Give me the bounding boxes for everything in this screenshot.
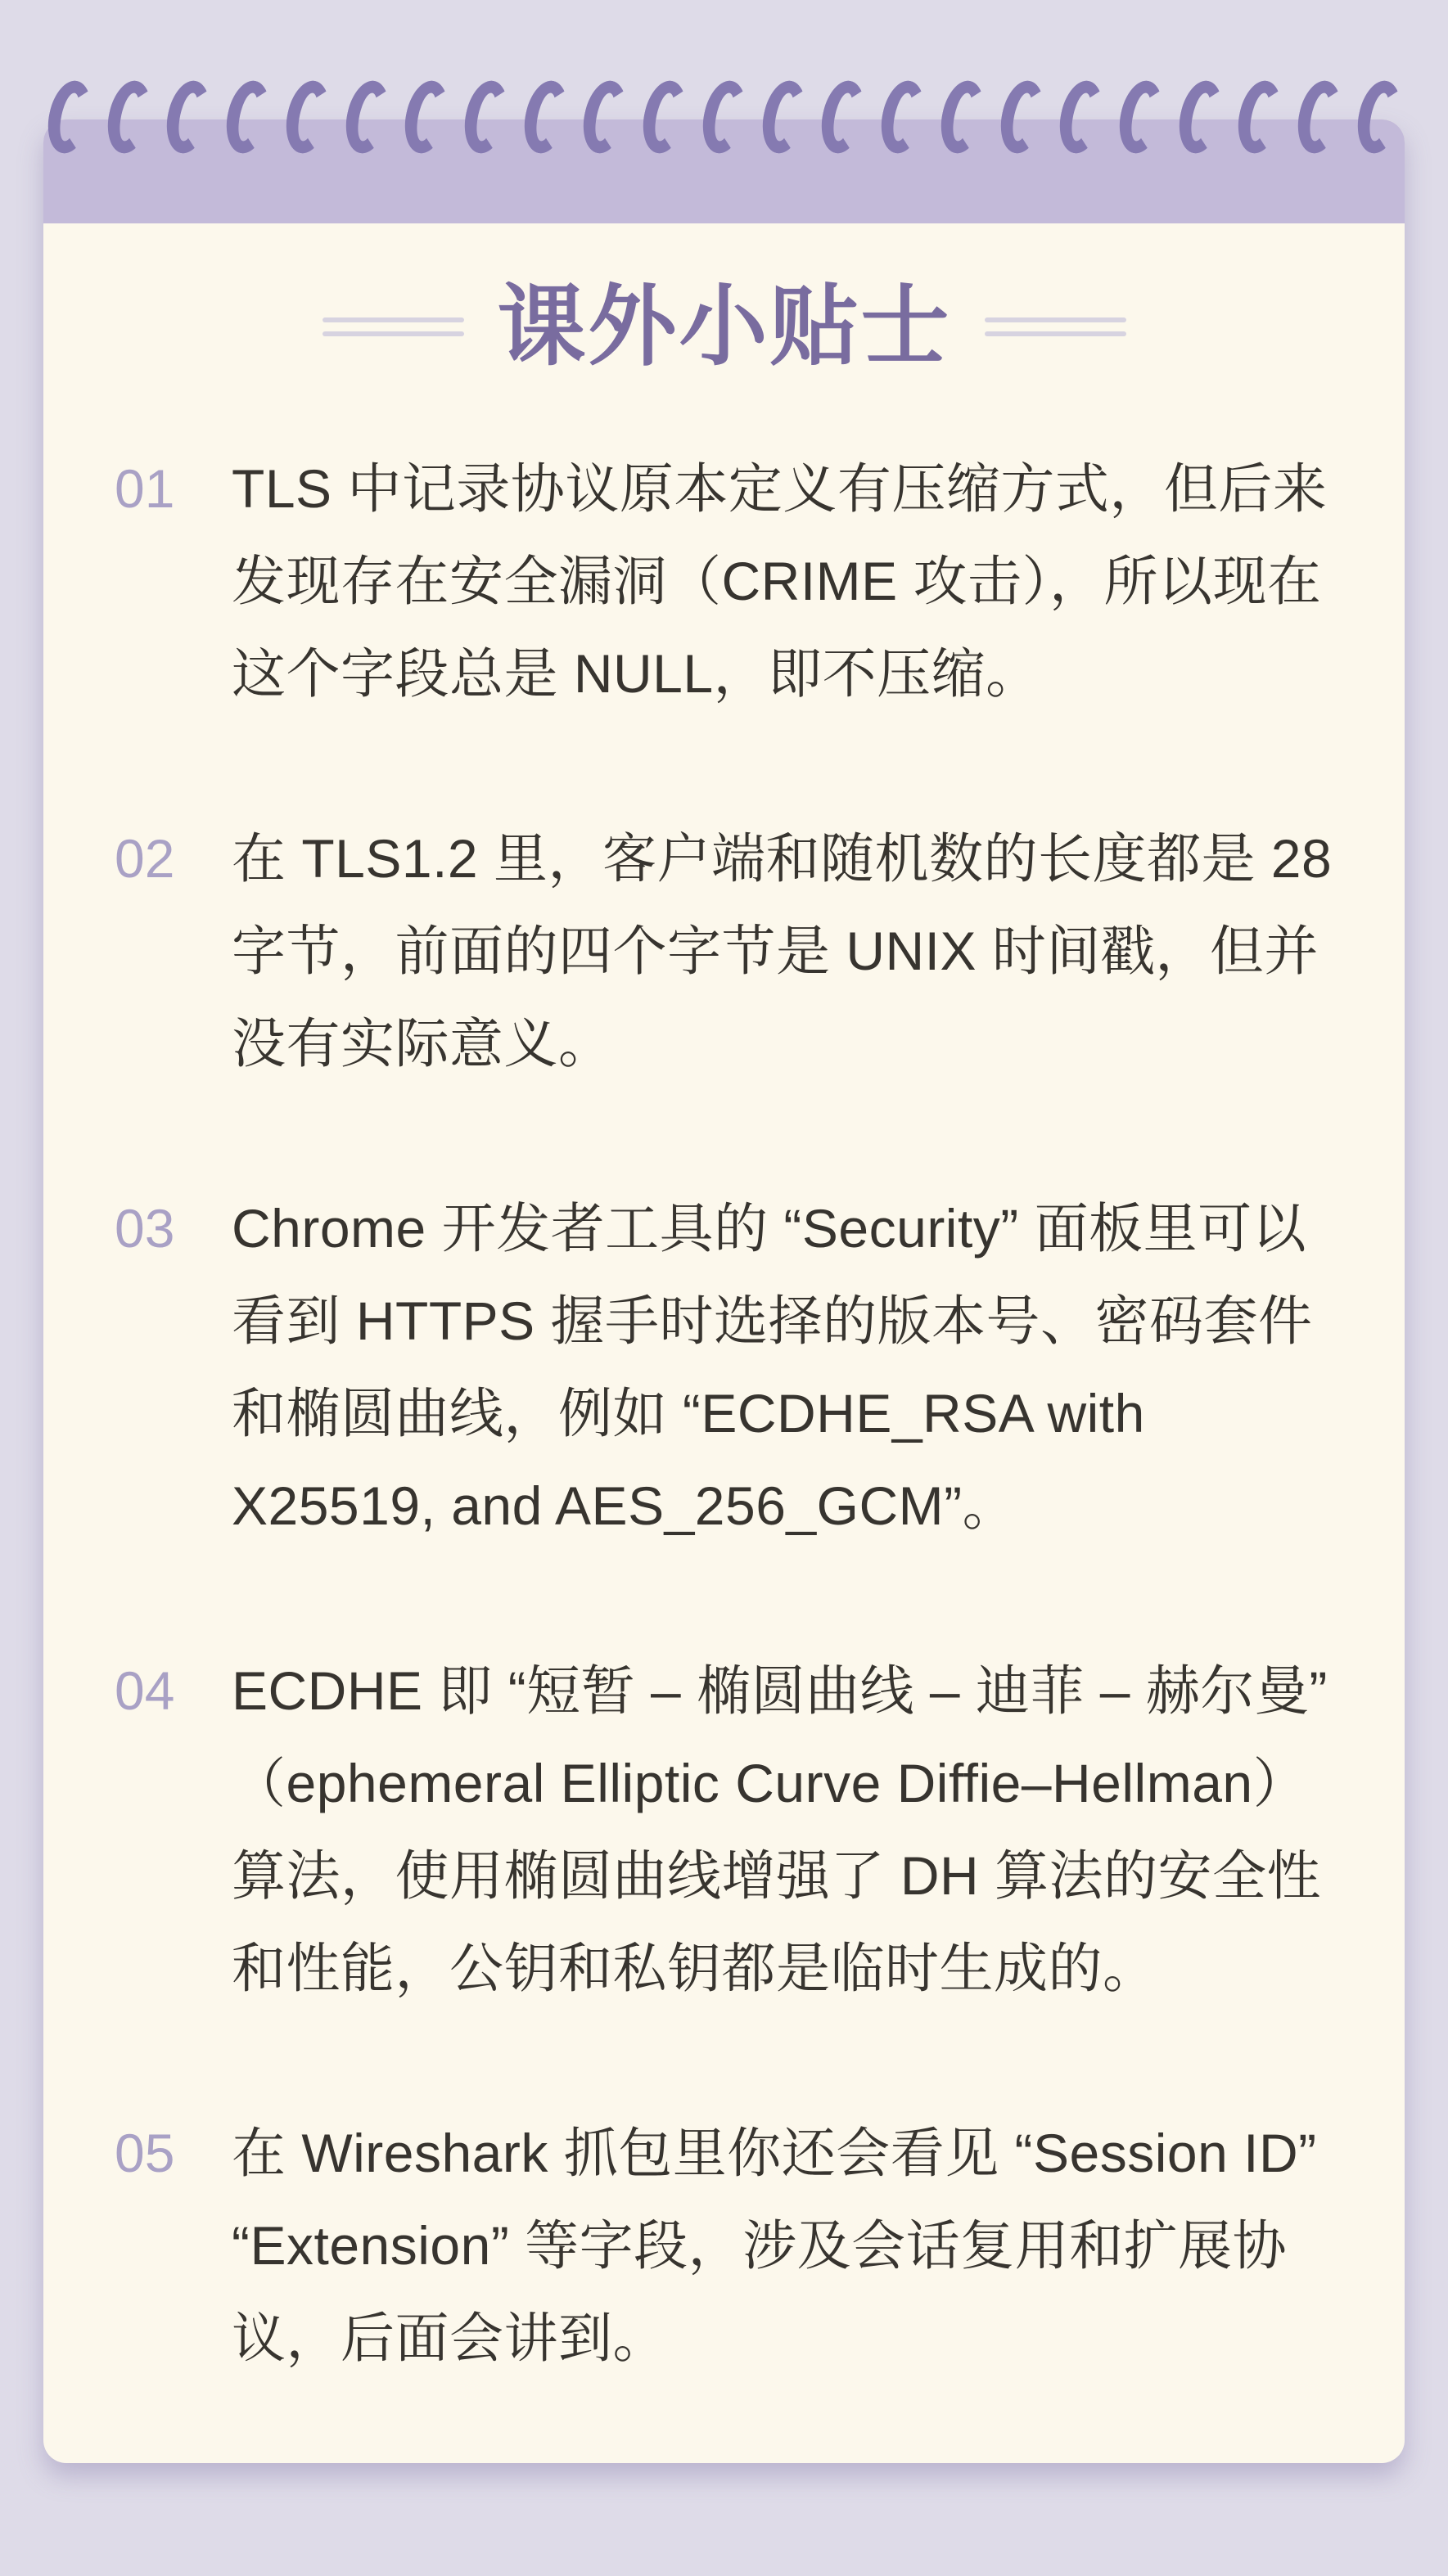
tip-number: 04 bbox=[115, 1660, 175, 1721]
tip-number: 02 bbox=[115, 828, 175, 889]
tip-item bbox=[115, 443, 1334, 720]
spiral-ring-icon bbox=[578, 77, 634, 157]
spiral-ring-icon bbox=[220, 77, 276, 157]
spiral-ring-icon bbox=[161, 77, 217, 157]
tip-text: 在 TLS1.2 里，客户端和随机数的长度都是 28 字节，前面的四个字节是 UNIX 时间戳，但并没有实际意义。 bbox=[232, 828, 1333, 1074]
tip-item bbox=[115, 1182, 1334, 1552]
tip-item bbox=[115, 2107, 1334, 2385]
card-body bbox=[43, 223, 1405, 2463]
title-deco-lines-left bbox=[323, 317, 464, 336]
title-row bbox=[115, 277, 1334, 376]
spiral-ring-icon bbox=[935, 77, 990, 157]
spiral-ring-icon bbox=[756, 77, 812, 157]
spiral-ring-icon bbox=[518, 77, 574, 157]
tip-item bbox=[115, 813, 1334, 1090]
title-deco-lines-right bbox=[985, 317, 1126, 336]
page-title: 课外小贴士 bbox=[497, 277, 952, 376]
spiral-ring-icon bbox=[1053, 77, 1109, 157]
spiral-ring-icon bbox=[697, 77, 752, 157]
tip-text: ECDHE 即 “短暂 – 椭圆曲线 – 迪菲 – 赫尔曼”（ephemeral Elliptic Curve Diffie–Hellman）算法，使用椭圆曲线增强了 DH 算法的安全性和性能，公钥和私钥都是临时生成的。 bbox=[232, 1660, 1328, 1998]
spiral-ring-icon bbox=[280, 77, 336, 157]
spiral-ring-icon bbox=[1233, 77, 1288, 157]
spiral-ring-icon bbox=[1351, 77, 1407, 157]
spiral-ring-icon bbox=[101, 77, 157, 157]
spiral-ring-icon bbox=[458, 77, 514, 157]
spiral-ring-icon bbox=[1292, 77, 1347, 157]
spiral-ring-icon bbox=[42, 77, 97, 157]
spiral-ring-icon bbox=[1173, 77, 1229, 157]
tips-list bbox=[115, 443, 1334, 2385]
tips-card bbox=[43, 119, 1405, 2463]
tip-text: 在 Wireshark 抓包里你还会看见 “Session ID” “Extension” 等字段，涉及会话复用和扩展协议，后面会讲到。 bbox=[232, 2123, 1317, 2368]
spiral-ring-icon bbox=[1113, 77, 1169, 157]
spiral-ring-icon bbox=[875, 77, 931, 157]
spiral-ring-icon bbox=[816, 77, 872, 157]
spiral-ring-icon bbox=[637, 77, 692, 157]
spiral-ring-icon bbox=[399, 77, 455, 157]
tip-number: 05 bbox=[115, 2123, 175, 2183]
tip-item bbox=[115, 1645, 1334, 2015]
tip-text: Chrome 开发者工具的 “Security” 面板里可以看到 HTTPS 握手时选择的版本号、密码套件和椭圆曲线，例如 “ECDHE_RSA with X25519, and AES_256_GCM”。 bbox=[232, 1198, 1313, 1536]
spiral-binding bbox=[49, 80, 1400, 155]
tip-text: TLS 中记录协议原本定义有压缩方式，但后来发现存在安全漏洞（CRIME 攻击），所以现在这个字段总是 NULL，即不压缩。 bbox=[232, 458, 1328, 704]
tip-number: 01 bbox=[115, 458, 175, 519]
tip-number: 03 bbox=[115, 1198, 175, 1259]
spiral-ring-icon bbox=[340, 77, 395, 157]
spiral-ring-icon bbox=[995, 77, 1050, 157]
